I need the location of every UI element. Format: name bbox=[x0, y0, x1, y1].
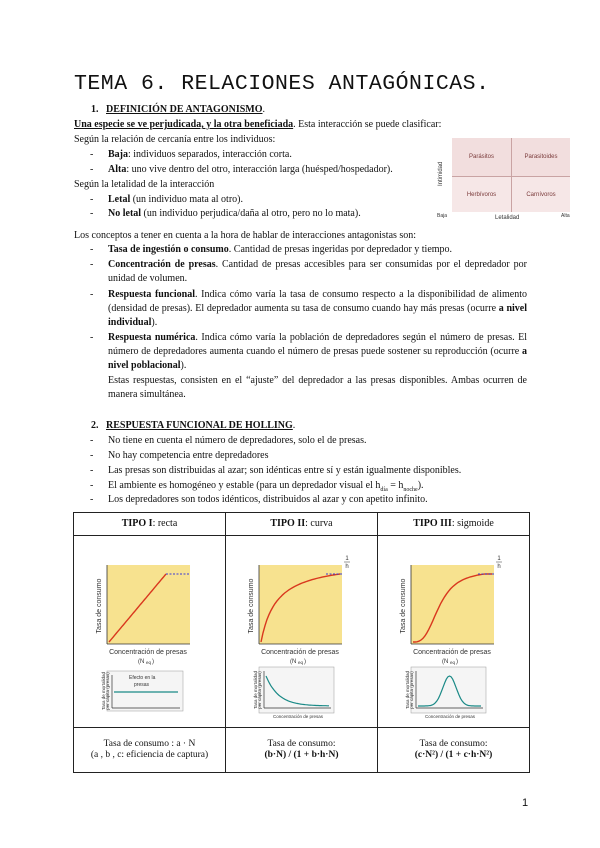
svg-text:Tasa de mortalidad: Tasa de mortalidad bbox=[405, 670, 410, 710]
matrix-y-label: Intimidad bbox=[438, 161, 444, 186]
matrix-x-low: Baja bbox=[437, 213, 448, 219]
table-header-cell: TIPO III: sigmoide bbox=[378, 513, 530, 536]
table-header-cell: TIPO I: recta bbox=[74, 513, 226, 536]
matrix-x-label: Letalidad bbox=[495, 215, 520, 221]
list-item: - Letal (un individuo mata al otro). bbox=[90, 194, 243, 205]
list-item: - Respuesta numérica. Indica cómo varía la población de depredadores según el número de presas. El número de depredadores aumenta cuando el número de presas puede sostener su reproducción (ocurre a nivel poblacional). bbox=[90, 332, 527, 371]
matrix-x-high: Alta bbox=[561, 213, 570, 219]
axis-xlabel: Concentración de presas bbox=[272, 714, 324, 719]
svg-text:Tasa de mortalidad: Tasa de mortalidad bbox=[101, 671, 106, 711]
svg-text:per cápita (presas): per cápita (presas) bbox=[257, 671, 262, 709]
type2-charts bbox=[226, 536, 377, 722]
list-item: - Tasa de ingestión o consumo. Cantidad de presas ingeridas por depredador y tiempo. bbox=[90, 244, 453, 255]
list-item: - No hay competencia entre depredadores bbox=[90, 450, 269, 461]
type1-charts bbox=[74, 536, 225, 722]
table-chart-cell bbox=[226, 536, 378, 728]
list-item: - El ambiente es homogéneo y estable (para un depredador visual el $h_{día} = h_{noche}$). bbox=[90, 480, 424, 493]
h-marker: 1 bbox=[345, 556, 349, 562]
svg-text:Tasa de mortalidad: Tasa de mortalidad bbox=[253, 670, 258, 710]
svg-text:h: h bbox=[497, 564, 501, 570]
concepts-closing: Estas respuestas, consisten en el “ajuste” del depredador a las presas disponibles. Ambas ocurren de manera simultánea. bbox=[108, 375, 527, 400]
axis-ylabel: Tasa de consumo bbox=[400, 578, 407, 634]
svg-text:per cápita (presas): per cápita (presas) bbox=[409, 671, 414, 709]
axis-xlabel: Concentración de presas bbox=[109, 649, 187, 656]
axis-ylabel: Tasa de consumo bbox=[248, 578, 255, 634]
list-item: - No tiene en cuenta el número de depredadores, solo el de presas. bbox=[90, 435, 367, 446]
axis-ylabel: Tasa de consumo bbox=[96, 578, 103, 634]
matrix-cell: Parasitoides bbox=[524, 154, 558, 160]
list-item: - No letal (un individuo perjudica/daña al otro, pero no lo mata). bbox=[90, 208, 361, 219]
table-formula-cell: Tasa de consumo : a · N (a , b , c: eficiencia de captura) bbox=[74, 728, 226, 773]
proximity-label: Según la relación de cercanía entre los individuos: bbox=[74, 134, 276, 145]
section2-heading: 2. RESPUESTA FUNCIONAL DE HOLLING. bbox=[91, 420, 296, 431]
axis-subscript: (N bbox=[290, 659, 297, 665]
axis-xlabel: Concentración de presas bbox=[424, 714, 476, 719]
type3-charts bbox=[378, 536, 529, 722]
list-item: - Las presas son distribuidas al azar; son idénticas entre sí y están igualmente disponibles. bbox=[90, 465, 462, 476]
svg-text:): ) bbox=[152, 659, 154, 665]
table-formula-cell: Tasa de consumo: (c·N²) / (1 + c·h·N²) bbox=[378, 728, 530, 773]
list-item: - Los depredadores son todos idénticos, distribuidos al azar y con apetito infinito. bbox=[90, 494, 428, 505]
axis-subscript-tag: eq bbox=[450, 660, 456, 665]
holling-types-table bbox=[73, 512, 530, 773]
effect-label: Efecto en la bbox=[129, 675, 156, 681]
list-item: - Baja: individuos separados, interacción corta. bbox=[90, 149, 292, 160]
page-title: TEMA 6. RELACIONES ANTAGÓNICAS. bbox=[74, 72, 490, 96]
table-chart-cell bbox=[74, 536, 226, 728]
section1-intro: Una especie se ve perjudicada, y la otra beneficiada. Esta interacción se puede clasificar: bbox=[74, 119, 442, 130]
h-marker: 1 bbox=[497, 556, 501, 562]
axis-xlabel: Concentración de presas bbox=[261, 649, 339, 656]
list-item: - Concentración de presas. Cantidad de presas accesibles para ser consumidas por el depredador por unidad de volumen. bbox=[90, 259, 527, 284]
plot-background bbox=[107, 565, 190, 644]
axis-subscript-tag: eq bbox=[298, 660, 304, 665]
section1-heading: 1. DEFINICIÓN DE ANTAGONISMO. bbox=[91, 104, 265, 115]
table-header-cell: TIPO II: curva bbox=[226, 513, 378, 536]
table-chart-cell bbox=[378, 536, 530, 728]
matrix-cell: Carnívoros bbox=[526, 191, 556, 198]
svg-text:): ) bbox=[456, 659, 458, 665]
svg-text:per cápita (presas): per cápita (presas) bbox=[105, 672, 110, 710]
plot-background bbox=[411, 565, 494, 644]
axis-subscript: (N bbox=[138, 659, 145, 665]
concepts-intro: Los conceptos a tener en cuenta a la hora de hablar de interacciones antagonistas son: bbox=[74, 230, 417, 241]
svg-text:): ) bbox=[304, 659, 306, 665]
page-number: 1 bbox=[522, 797, 529, 809]
lethality-label: Según la letalidad de la interacción bbox=[74, 179, 215, 190]
svg-text:presas: presas bbox=[134, 682, 150, 688]
axis-subscript: (N bbox=[442, 659, 449, 665]
plot-background bbox=[259, 565, 342, 644]
axis-xlabel: Concentración de presas bbox=[413, 649, 491, 656]
svg-text:h: h bbox=[345, 564, 349, 570]
axis-subscript-tag: eq bbox=[146, 660, 152, 665]
matrix-cell: Herbívoros bbox=[466, 191, 497, 198]
matrix-cell: Parásitos bbox=[468, 154, 494, 160]
table-formula-cell: Tasa de consumo: (b·N) / (1 + b·h·N) bbox=[226, 728, 378, 773]
list-item: - Alta: uno vive dentro del otro, interacción larga (huésped/hospedador). bbox=[90, 164, 393, 175]
list-item: - Respuesta funcional. Indica cómo varía la tasa de consumo respecto a la disponibilidad de alimento (densidad de presas). El depredador aumenta su tasa de consumo cuando hay más presas (ocurre a nivel individual). bbox=[90, 289, 527, 328]
interaction-matrix bbox=[437, 138, 570, 224]
